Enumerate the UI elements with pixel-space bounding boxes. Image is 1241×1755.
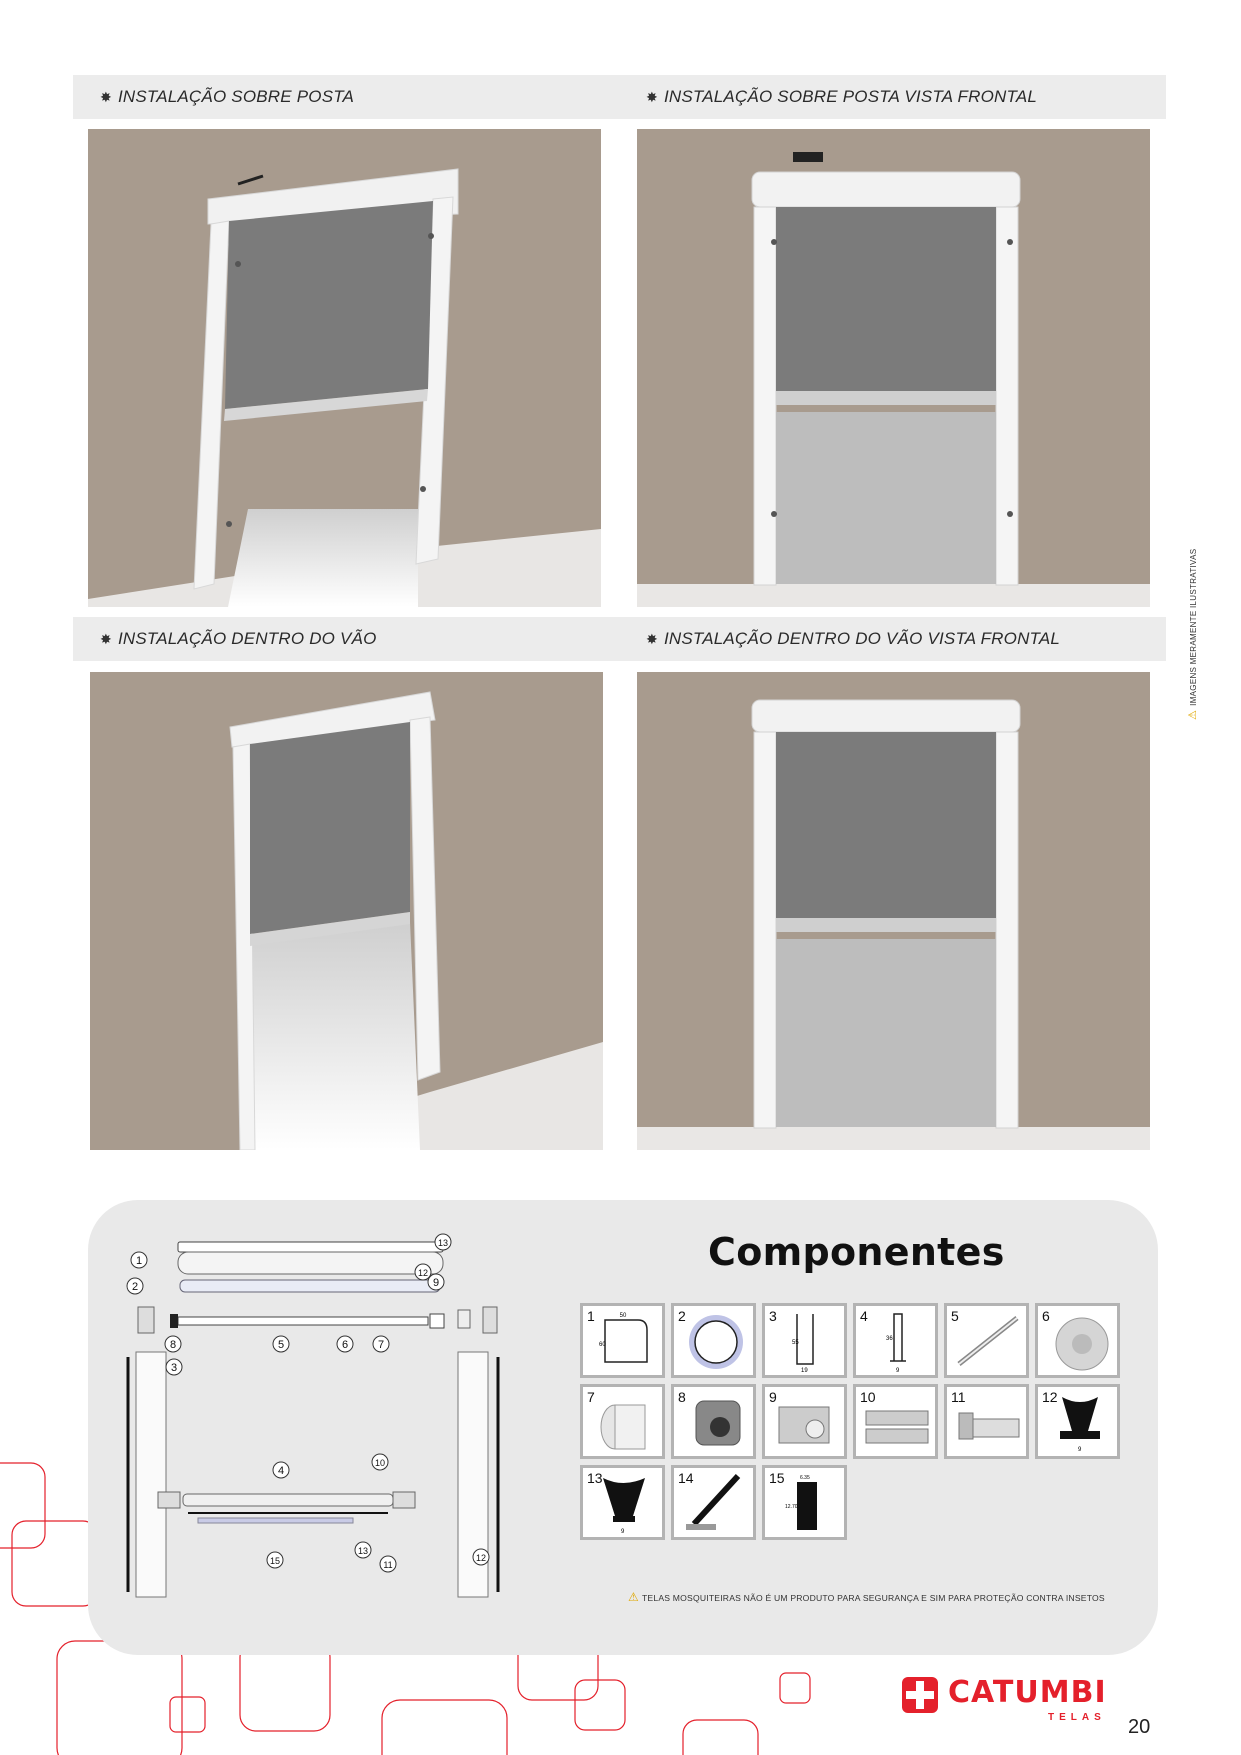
- brand-cross-icon: [900, 1675, 940, 1715]
- component-6: 6: [1035, 1303, 1120, 1378]
- component-5: 5: [944, 1303, 1029, 1378]
- callout-3: 3: [170, 1362, 178, 1374]
- safety-warning: ⚠ TELAS MOSQUITEIRAS NÃO É UM PRODUTO PARA SEGURANÇA E SIM PARA PROTEÇÃO CONTRA INSETOS: [628, 1590, 1105, 1604]
- bullet-icon: ✸: [100, 631, 112, 647]
- svg-text:50: 50: [619, 1313, 627, 1319]
- photo-sobre-posta: [88, 129, 601, 607]
- component-10: 10: [853, 1384, 938, 1459]
- callout-13-bottom: 13: [357, 1546, 369, 1556]
- callout-11: 11: [383, 1560, 393, 1570]
- bullet-icon: ✸: [646, 631, 658, 647]
- component-1: 50 60 1: [580, 1303, 665, 1378]
- component-3: 55 19 3: [762, 1303, 847, 1378]
- exploded-view-diagram: [118, 1222, 558, 1602]
- svg-text:12.70: 12.70: [785, 1504, 798, 1510]
- component-9: 9: [762, 1384, 847, 1459]
- callout-7: 7: [377, 1339, 385, 1351]
- component-7: 7: [580, 1384, 665, 1459]
- bullet-icon: ✸: [646, 89, 658, 105]
- side-note: ⚠IMAGENS MERAMENTE ILUSTRATIVAS: [1187, 548, 1199, 720]
- svg-text:55: 55: [792, 1340, 799, 1346]
- callout-2: 2: [131, 1281, 139, 1293]
- page-number: 20: [1128, 1716, 1151, 1738]
- component-11: 11: [944, 1384, 1029, 1459]
- svg-text:36: 36: [886, 1336, 893, 1342]
- callout-5: 5: [277, 1339, 285, 1351]
- svg-text:6.35: 6.35: [800, 1475, 810, 1481]
- callout-9: 9: [432, 1277, 440, 1289]
- section-label-sobre-posta-frontal: ✸ INSTALAÇÃO SOBRE POSTA VISTA FRONTAL: [646, 87, 1038, 106]
- component-4: 36 9 4: [853, 1303, 938, 1378]
- warning-icon: ⚠: [1187, 709, 1199, 720]
- component-15: 6.35 12.70 15: [762, 1465, 847, 1540]
- brand-logo: CATUMBI TELAS: [900, 1675, 1115, 1725]
- callout-13: 13: [437, 1238, 449, 1248]
- warning-icon: ⚠: [628, 1590, 639, 1604]
- callout-4: 4: [277, 1465, 285, 1477]
- photo-sobre-posta-frontal: [637, 129, 1150, 607]
- component-14: 14: [671, 1465, 756, 1540]
- component-2: 2: [671, 1303, 756, 1378]
- svg-text:9: 9: [1078, 1447, 1082, 1453]
- section-label-dentro-vao: ✸ INSTALAÇÃO DENTRO DO VÃO: [100, 629, 377, 648]
- photo-dentro-vao-frontal: [637, 672, 1150, 1150]
- component-8: 8: [671, 1384, 756, 1459]
- svg-text:19: 19: [801, 1368, 808, 1374]
- component-12: 9 12: [1035, 1384, 1120, 1459]
- components-title: Componentes: [708, 1230, 1005, 1274]
- section-label-dentro-vao-frontal: ✸ INSTALAÇÃO DENTRO DO VÃO VISTA FRONTAL: [646, 629, 1061, 648]
- callout-12: 12: [475, 1553, 487, 1563]
- callout-6: 6: [341, 1339, 349, 1351]
- callout-1: 1: [135, 1255, 143, 1267]
- component-13: 9 13: [580, 1465, 665, 1540]
- callout-10: 10: [374, 1458, 386, 1468]
- callout-12-top: 12: [417, 1268, 429, 1278]
- svg-text:9: 9: [621, 1529, 625, 1535]
- photo-dentro-vao: [90, 672, 603, 1150]
- svg-text:9: 9: [896, 1368, 900, 1374]
- bullet-icon: ✸: [100, 89, 112, 105]
- svg-text:60: 60: [599, 1342, 606, 1348]
- section-label-sobre-posta: ✸ INSTALAÇÃO SOBRE POSTA: [100, 87, 355, 106]
- callout-8: 8: [169, 1339, 177, 1351]
- callout-15: 15: [269, 1556, 281, 1566]
